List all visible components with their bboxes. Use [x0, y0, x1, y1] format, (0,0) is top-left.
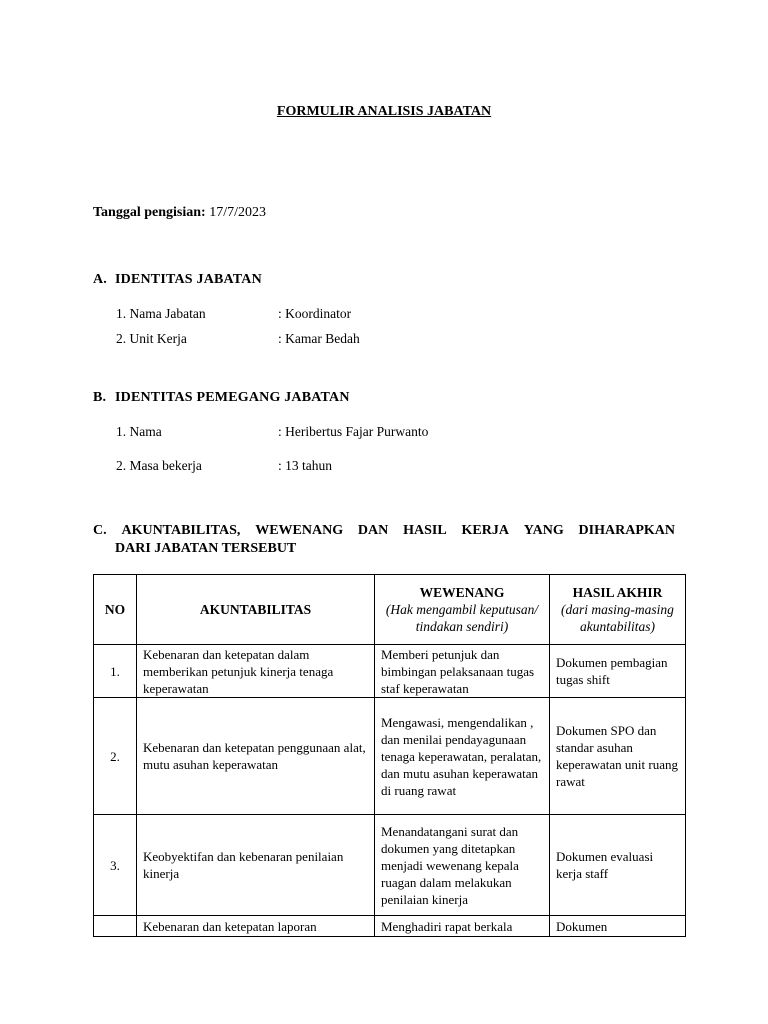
masa-bekerja-value: : 13 tahun: [278, 458, 332, 473]
section-b-title: IDENTITAS PEMEGANG JABATAN: [115, 390, 350, 405]
table-row: [94, 815, 686, 916]
section-c-word: HASIL: [403, 523, 447, 538]
unit-kerja-value: : Kamar Bedah: [278, 331, 360, 346]
row-wewenang: Memberi petunjuk dan bimbingan pelaksanaan tugas staf keperawatan: [375, 645, 550, 698]
header-hasil-title: HASIL AKHIR: [572, 585, 663, 600]
row-wewenang: Mengawasi, mengendalikan , dan menilai pendayagunaan tenaga keperawatan, peralatan, dan mutu asuhan keperawatan di ruang rawat: [375, 698, 550, 815]
row-hasil: Dokumen: [550, 916, 686, 937]
section-c-word: WEWENANG: [255, 523, 344, 538]
header-no: NO: [94, 575, 137, 645]
header-wewenang-title: WEWENANG: [419, 585, 505, 600]
nama-jabatan-label: 1. Nama Jabatan: [116, 306, 206, 321]
row-no: 2.: [94, 698, 137, 815]
row-akuntabilitas: Kebenaran dan ketepatan laporan: [137, 916, 375, 937]
row-wewenang: Menandatangani surat dan dokumen yang ditetapkan menjadi wewenang kepala ruagan dalam melakukan penilaian kinerja: [375, 815, 550, 916]
section-c-word: DIHARAPKAN: [578, 523, 675, 538]
section-a-letter: A.: [93, 272, 108, 287]
row-akuntabilitas: Keobyektifan dan kebenaran penilaian kinerja: [137, 815, 375, 916]
row-no: 3.: [94, 815, 137, 916]
date-line: [93, 205, 266, 221]
nama-row: [116, 424, 428, 440]
date-value: 17/7/2023: [209, 205, 266, 220]
section-c-word: YANG: [523, 523, 564, 538]
row-no: [94, 916, 137, 937]
row-akuntabilitas: Kebenaran dan ketepatan dalam memberikan petunjuk kinerja tenaga keperawatan: [137, 645, 375, 698]
masa-bekerja-row: [116, 458, 332, 474]
table-row: [94, 645, 686, 698]
unit-kerja-label: 2. Unit Kerja: [116, 331, 187, 346]
section-c-title-line2: DARI JABATAN TERSEBUT: [115, 541, 297, 556]
table-header-row: [94, 575, 686, 645]
nama-jabatan-value: : Koordinator: [278, 306, 352, 321]
document-title: FORMULIR ANALISIS JABATAN: [276, 104, 492, 119]
row-hasil: Dokumen evaluasi kerja staff: [550, 815, 686, 916]
section-c-word: DAN: [357, 523, 389, 538]
header-akuntabilitas: AKUNTABILITAS: [137, 575, 375, 645]
section-c-heading: [93, 522, 675, 558]
section-a-heading: [93, 272, 262, 288]
header-wewenang-sub: (Hak mengambil keputusan/ tindakan sendiri): [385, 602, 539, 634]
header-hasil: [550, 575, 686, 645]
row-akuntabilitas: Kebenaran dan ketepatan penggunaan alat, mutu asuhan keperawatan: [137, 698, 375, 815]
table-row: [94, 698, 686, 815]
section-b-heading: [93, 390, 350, 406]
masa-bekerja-label: 2. Masa bekerja: [116, 458, 202, 473]
row-no: 1.: [94, 645, 137, 698]
section-a-title: IDENTITAS JABATAN: [115, 272, 262, 287]
unit-kerja-row: [116, 331, 360, 347]
section-b-letter: B.: [93, 390, 107, 405]
akuntabilitas-table: [93, 574, 686, 937]
section-c-word: KERJA: [461, 523, 509, 538]
date-label: Tanggal pengisian:: [93, 205, 206, 220]
nama-label: 1. Nama: [116, 424, 162, 439]
section-c-letter: C.: [93, 523, 107, 538]
section-c-word: AKUNTABILITAS,: [121, 523, 241, 538]
row-wewenang: Menghadiri rapat berkala: [375, 916, 550, 937]
nama-jabatan-row: [116, 306, 351, 322]
row-hasil: Dokumen SPO dan standar asuhan keperawatan unit ruang rawat: [550, 698, 686, 815]
table-row: [94, 916, 686, 937]
nama-value: : Heribertus Fajar Purwanto: [278, 424, 429, 439]
header-wewenang: [375, 575, 550, 645]
row-hasil: Dokumen pembagian tugas shift: [550, 645, 686, 698]
header-hasil-sub: (dari masing-masing akuntabilitas): [561, 602, 674, 634]
